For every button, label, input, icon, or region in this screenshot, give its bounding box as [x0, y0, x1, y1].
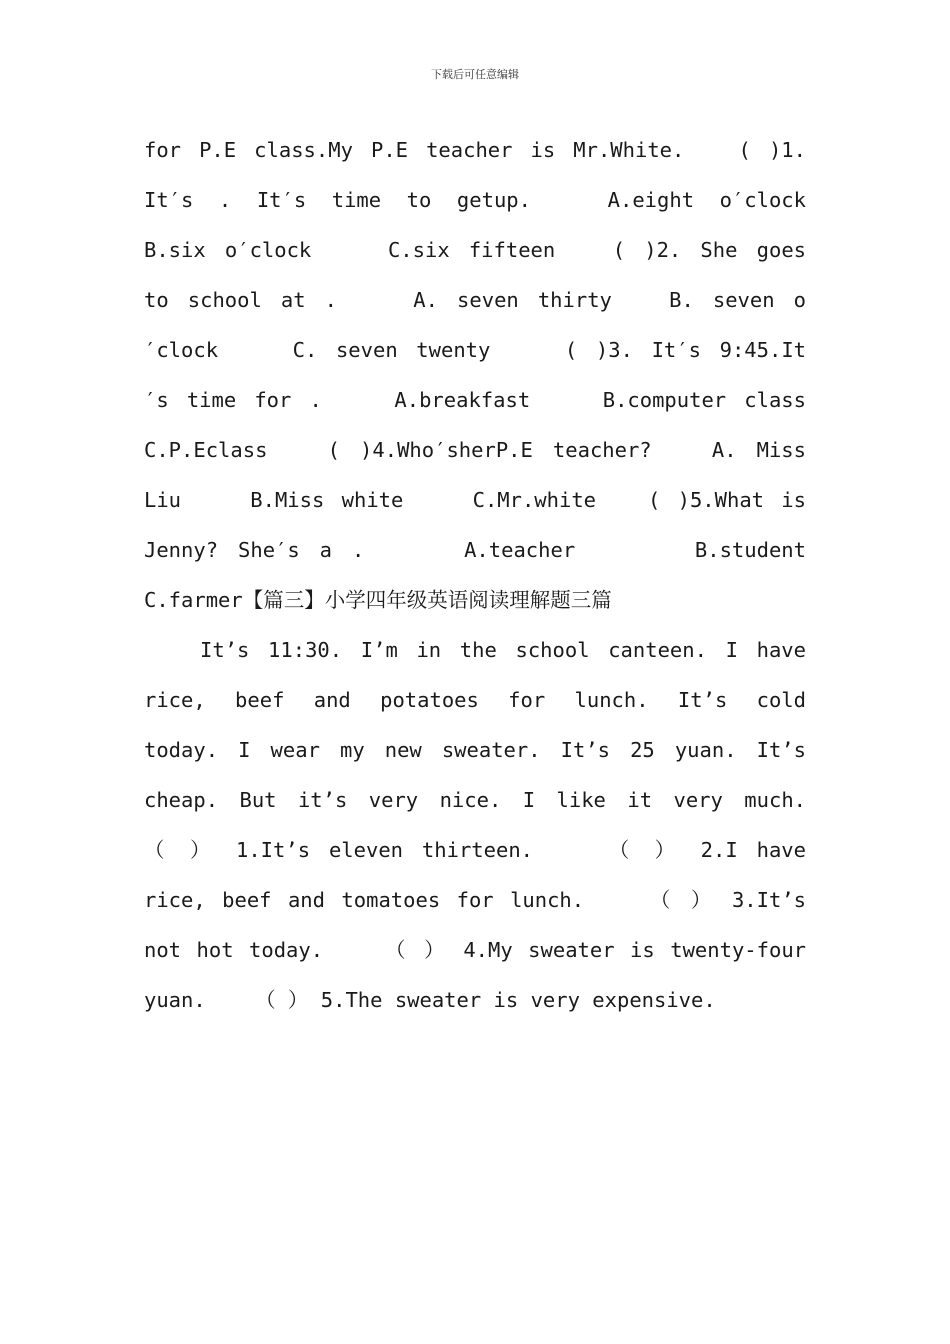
document-body [144, 125, 806, 1025]
text-line: It’s 11:30. I’m in the school canteen. I have [144, 638, 806, 662]
text-line: It′s . It′s time to getup. A.eight o′clock [144, 188, 806, 212]
text-line: rice, beef and potatoes for lunch. It’s cold [144, 688, 806, 712]
page-header: 下载后可任意编辑 [431, 68, 519, 81]
text-line: cheap. But it’s very nice. I like it very much. [144, 788, 806, 812]
text-line: not hot today. （ ） 4.My sweater is twenty-four [144, 938, 806, 962]
text-line: rice, beef and tomatoes for lunch. （ ） 3.It’s [144, 888, 806, 912]
text-line: B.six o′clock C.six fifteen ( )2. She goes [144, 238, 806, 262]
text-line: C.P.Eclass ( )4.Who′sherP.E teacher? A. Miss [144, 438, 806, 462]
text-line: ′s time for . A.breakfast B.computer class [144, 388, 806, 412]
section-heading-line: C.farmer【篇三】小学四年级英语阅读理解题三篇 [144, 588, 612, 612]
text-line: today. I wear my new sweater. It’s 25 yuan. It’s [144, 738, 806, 762]
text-line: yuan. （ ） 5.The sweater is very expensive. [144, 988, 716, 1012]
text-line: to school at . A. seven thirty B. seven o [144, 288, 806, 312]
text-line: （ ） 1.It’s eleven thirteen. （ ） 2.I have [144, 838, 806, 862]
text-line: for P.E class.My P.E teacher is Mr.White. ( )1. [144, 138, 806, 162]
text-line: Liu B.Miss white C.Mr.white ( )5.What is [144, 488, 806, 512]
text-line: ′clock C. seven twenty ( )3. It′s 9:45.It [144, 338, 806, 362]
text-line: Jenny? She′s a . A.teacher B.student [144, 538, 806, 562]
